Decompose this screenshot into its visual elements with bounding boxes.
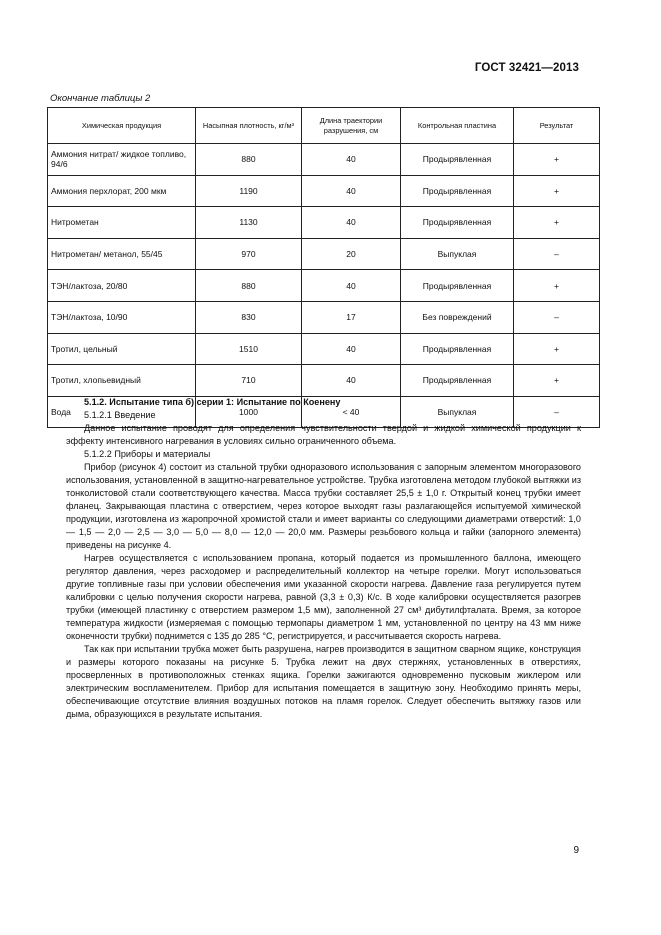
cell-result: – — [514, 238, 600, 270]
cell-result: + — [514, 270, 600, 302]
cell-density: 970 — [196, 238, 302, 270]
section-body — [66, 396, 581, 721]
cell-control-plate: Продырявленная — [401, 333, 514, 365]
cell-path-length: 40 — [302, 270, 401, 302]
cell-result: + — [514, 365, 600, 397]
cell-control-plate: Продырявленная — [401, 270, 514, 302]
table-caption: Окончание таблицы 2 — [50, 93, 151, 104]
cell-path-length: 17 — [302, 301, 401, 333]
cell-density: 710 — [196, 365, 302, 397]
cell-path-length: 40 — [302, 333, 401, 365]
cell-control-plate: Без повреждений — [401, 301, 514, 333]
cell-path-length: 40 — [302, 144, 401, 176]
cell-density: 1190 — [196, 175, 302, 207]
cell-product: Аммония перхлорат, 200 мкм — [48, 175, 196, 207]
cell-path-length: 20 — [302, 238, 401, 270]
cell-product: ТЭН/лактоза, 20/80 — [48, 270, 196, 302]
paragraph-protective-box: Так как при испытании трубка может быть разрушена, нагрев производится в защитном сварном ящике, конструкция и размеры которого показаны на рисунке 5. Трубка лежит на двух стержнях, установленных в отверстиях, просверленных в противоположных стенках ящика. Горелки зажигаются одновременно пусковым жиклером или электрическим воспламенителем. Прибор для испытания помещается в защитную зону. Необходимо принять меры, обеспечивающие отсутствие влияния воздушных потоков на пламя горелок. Следует обеспечить вытяжку газов или дыма, образующихся в результате испытания. — [66, 644, 581, 719]
table-header-row — [48, 108, 600, 144]
col-header-path-length: Длина траектории разрушения, см — [302, 108, 401, 144]
cell-path-length: 40 — [302, 175, 401, 207]
col-header-product: Химическая продукция — [48, 108, 196, 144]
cell-density: 1510 — [196, 333, 302, 365]
cell-product: Вода — [48, 396, 196, 428]
table-row — [48, 207, 600, 239]
cell-control-plate: Продырявленная — [401, 207, 514, 239]
section-title: 5.1.2. Испытание типа б) серии 1: Испытание по Коенену — [84, 397, 341, 407]
page-number: 9 — [573, 845, 579, 856]
cell-control-plate: Продырявленная — [401, 175, 514, 207]
table-row — [48, 144, 600, 176]
table-row — [48, 175, 600, 207]
cell-control-plate: Выпуклая — [401, 396, 514, 428]
subsection-equipment-title: 5.1.2.2 Приборы и материалы — [84, 449, 211, 459]
col-header-control-plate: Контрольная пластина — [401, 108, 514, 144]
cell-product: Нитрометан — [48, 207, 196, 239]
cell-density: 880 — [196, 144, 302, 176]
col-header-result: Результат — [514, 108, 600, 144]
cell-result: – — [514, 301, 600, 333]
table-row — [48, 301, 600, 333]
paragraph-apparatus: Прибор (рисунок 4) состоит из стальной трубки одноразового использования с запорным элементом многоразового использования, установленной в защитно-нагревательное устройстве. Трубка изготовлена методом глубокой вытяжки из тонколистовой стали соответствующего качества. Масса трубки составляет 25,5 ± 1,0 г. Открытый конец трубки имеет фланец. Закрывающая пластина с отверстием, через которое выходят газы разлагающейся испытуемой химической продукции, изготовлена из жаропрочной хромистой стали и имеет варианты со следующими диаметрами отверстий: 1,0 — 1,5 — 2,0 — 2,5 — 3,0 — 5,0 — 8,0 — 12,0 — 20,0 мм. Размеры резьбового кольца и гайки (запорного элемента) приведены на рисунке 4. — [66, 462, 581, 550]
cell-product: Тротил, хлопьевидный — [48, 365, 196, 397]
cell-density: 830 — [196, 301, 302, 333]
cell-product: Тротил, цельный — [48, 333, 196, 365]
cell-density: 1000 — [196, 396, 302, 428]
cell-product: Нитрометан/ метанол, 55/45 — [48, 238, 196, 270]
table-row — [48, 270, 600, 302]
cell-control-plate: Продырявленная — [401, 144, 514, 176]
cell-path-length: 40 — [302, 365, 401, 397]
cell-result: + — [514, 175, 600, 207]
cell-density: 880 — [196, 270, 302, 302]
paragraph-heating: Нагрев осуществляется с использованием пропана, который подается из промышленного баллона, имеющего регулятор давления, через расходомер и распределительный коллектор на четыре горелки. Могут использоваться другие топливные газы при условии обеспечения ими указанной скорости нагрева. Давление газа регулируется путем калибровки с целью получения скорости нагрева, равной (3,3 ± 0,3) К/с. В ходе калибровки осуществляется разогрев трубки (имеющей пластинку с отверстием размером 1,5 мм), заполненной 27 см³ дибутилфталата. Время, за которое температура жидкости (измеряемая с помощью термопары диаметром 1 мм, установленной по центру на 43 мм ниже оконечности трубки) поднимется с 135 до 285 °С, регистрируется, и рассчитывается скорость нагрева. — [66, 553, 581, 641]
paragraph-introduction: Данное испытание проводят для определения чувствительности твердой и жидкой химической продукции к эффекту интенсивного нагревания в условиях сильно ограниченного объема. — [66, 423, 581, 446]
cell-result: – — [514, 396, 600, 428]
cell-path-length: 40 — [302, 207, 401, 239]
cell-product: Аммония нитрат/ жидкое топливо, 94/6 — [48, 144, 196, 176]
table-row — [48, 333, 600, 365]
results-table — [47, 107, 600, 428]
cell-result: + — [514, 144, 600, 176]
cell-result: + — [514, 333, 600, 365]
document-code: ГОСТ 32421—2013 — [474, 62, 579, 74]
cell-control-plate: Выпуклая — [401, 238, 514, 270]
table-row — [48, 365, 600, 397]
col-header-density: Насыпная плотность, кг/м³ — [196, 108, 302, 144]
cell-result: + — [514, 207, 600, 239]
subsection-introduction-title: 5.1.2.1 Введение — [84, 410, 156, 420]
cell-product: ТЭН/лактоза, 10/90 — [48, 301, 196, 333]
table-row — [48, 238, 600, 270]
cell-path-length: < 40 — [302, 396, 401, 428]
cell-control-plate: Продырявленная — [401, 365, 514, 397]
cell-density: 1130 — [196, 207, 302, 239]
